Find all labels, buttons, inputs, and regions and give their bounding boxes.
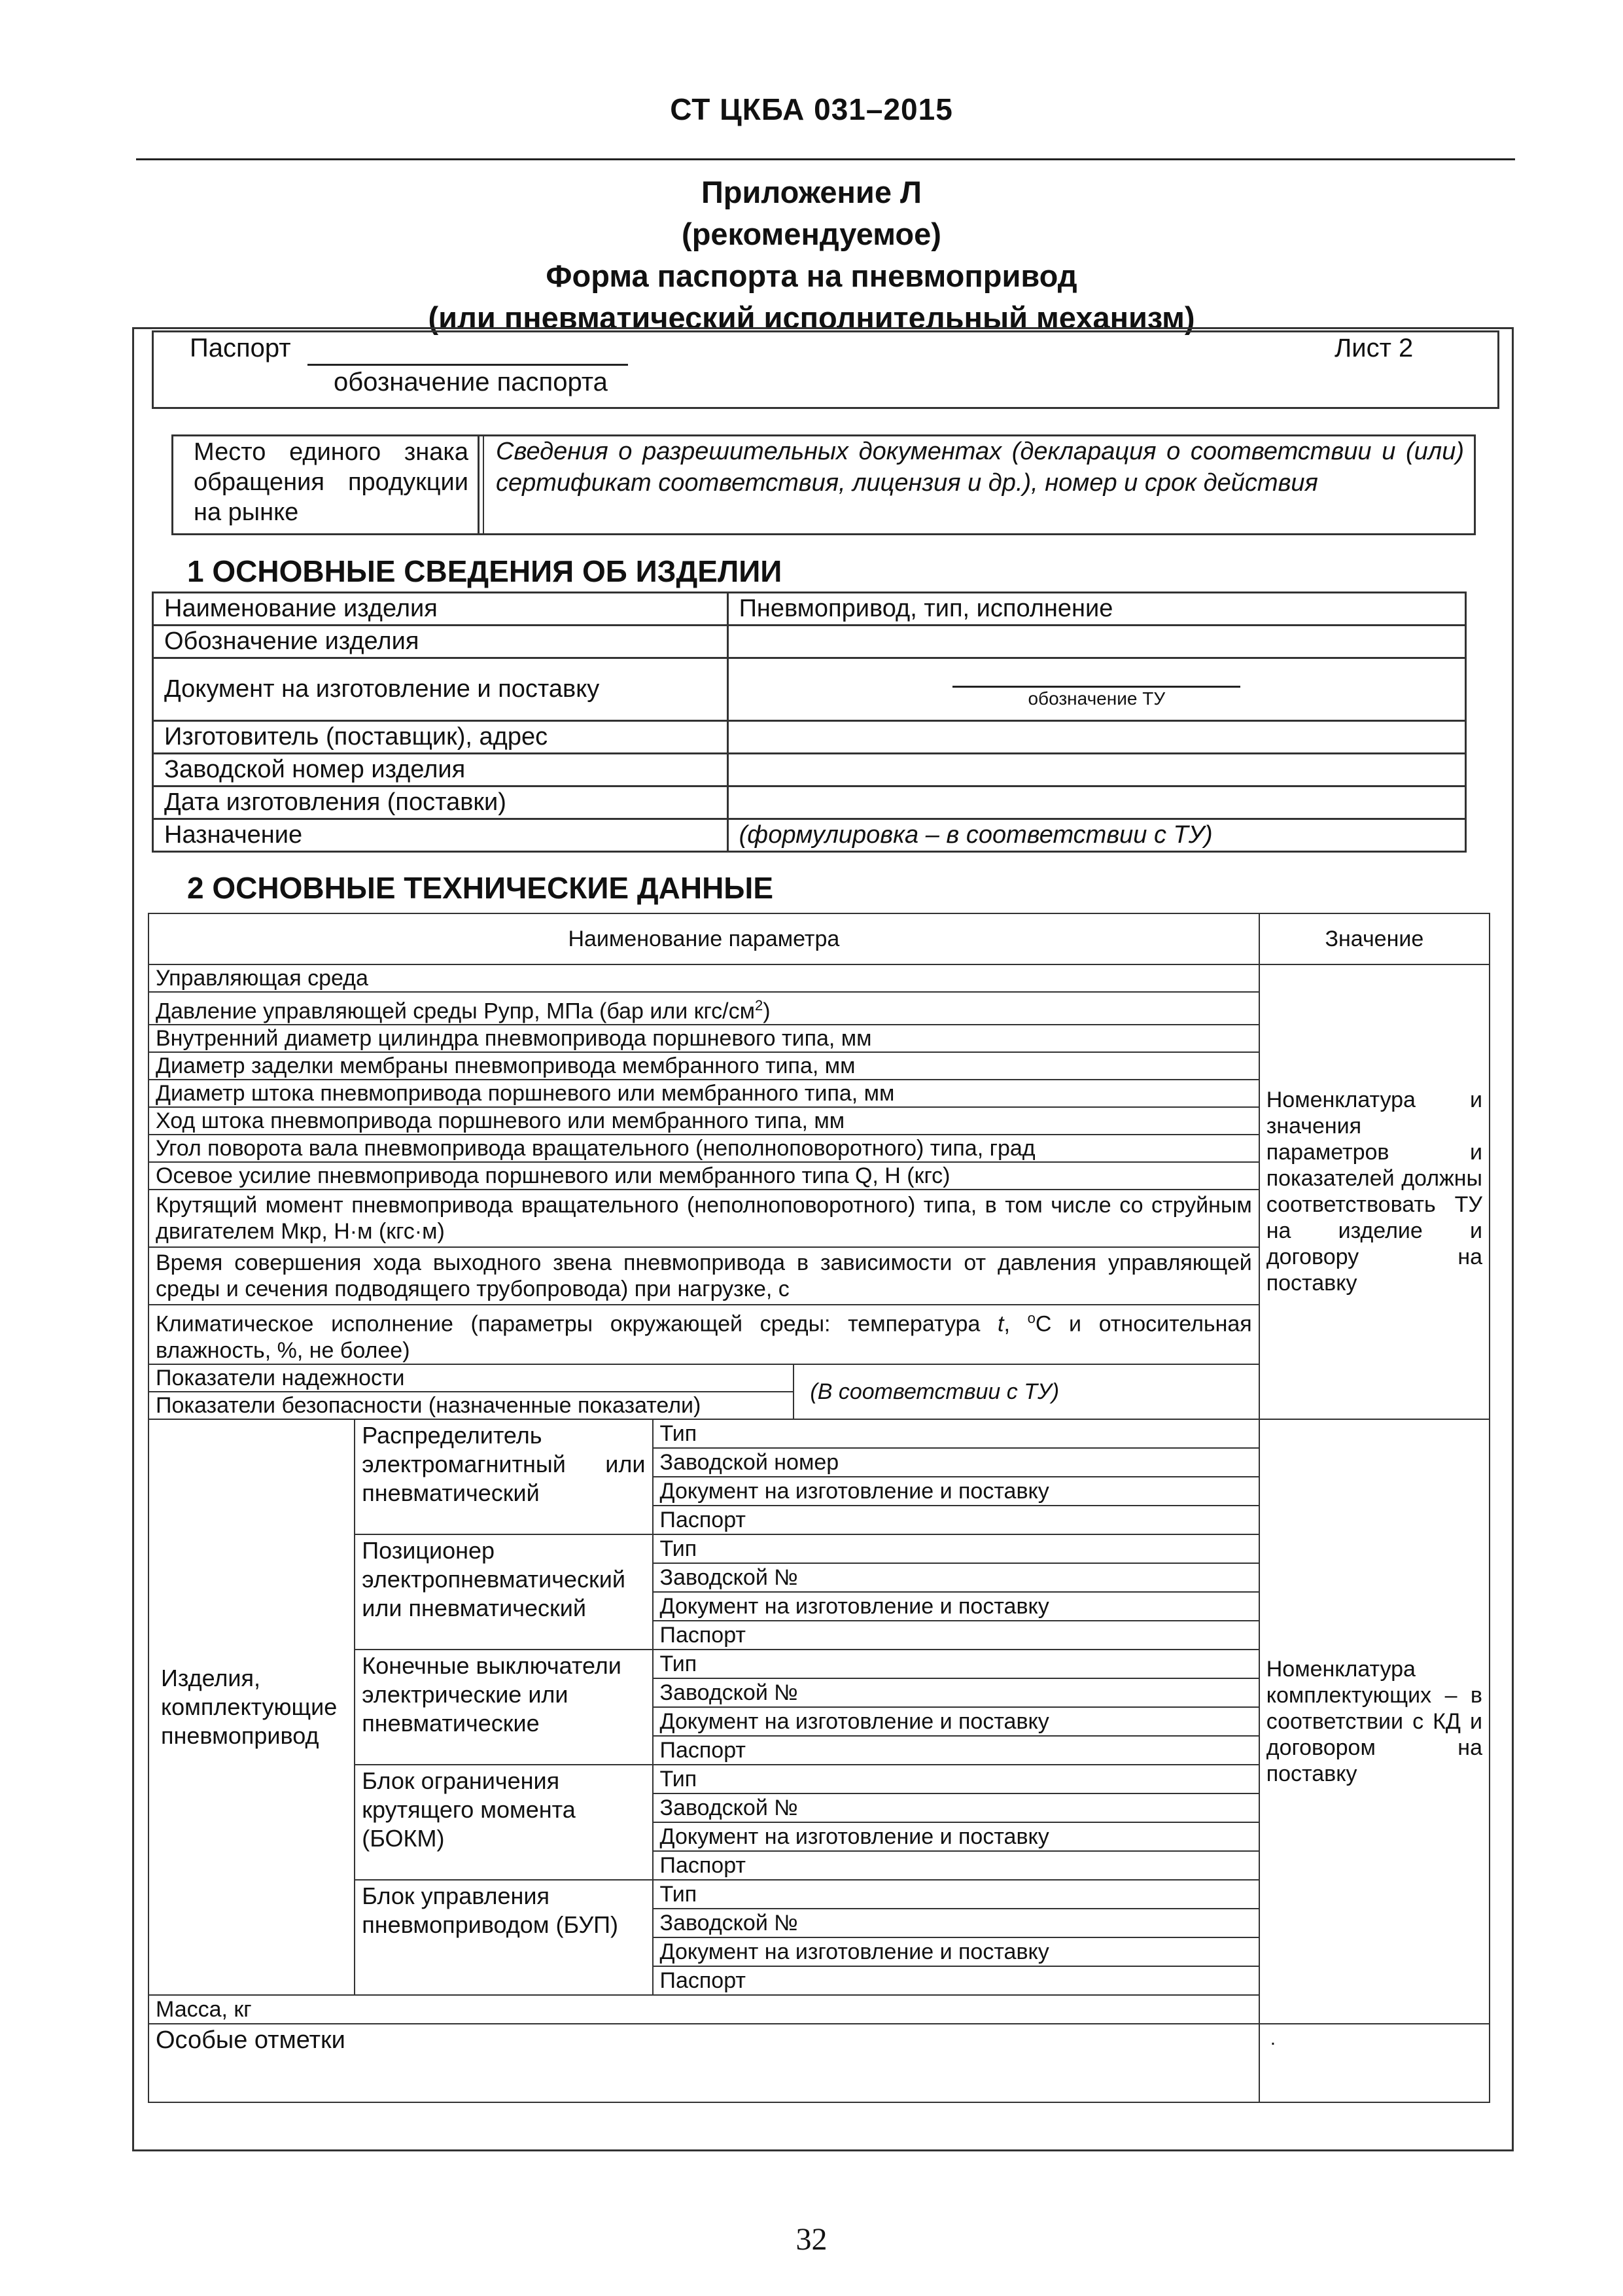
appendix-title-line2: (рекомендуемое)	[682, 217, 941, 251]
tu-caption: обозначение ТУ	[1028, 688, 1166, 709]
row-label: Документ на изготовление и поставку	[153, 658, 728, 721]
section2-title: 2 ОСНОВНЫЕ ТЕХНИЧЕСКИЕ ДАННЫЕ	[187, 871, 774, 905]
component-item: Заводской №	[653, 1909, 1259, 1937]
passport-label: Паспорт	[190, 334, 291, 362]
row-label: Заводской номер изделия	[153, 754, 728, 786]
table-row	[153, 786, 1466, 819]
header-rule	[136, 158, 1515, 160]
row-label: Обозначение изделия	[153, 626, 728, 658]
component-group-name: Блок управления пневмоприводом (БУП)	[355, 1880, 652, 1995]
row-label: Дата изготовления (поставки)	[153, 786, 728, 819]
component-group-name: Распределитель электромагнитный или пневматический	[355, 1419, 652, 1534]
param-pressure-sup: 2	[755, 997, 763, 1014]
param-cell: Крутящий момент пневмопривода вращательного (неполноповоротного) типа, в том числе со струйным двигателем Мкр, Н·м (кгс·м)	[148, 1190, 1259, 1247]
appendix-title-line1: Приложение Л	[701, 175, 922, 209]
according-tu-cell: (В соответствии с ТУ)	[794, 1364, 1259, 1419]
appendix-title-line4: (или пневматический исполнительный механизм)	[428, 300, 1195, 335]
component-item: Паспорт	[653, 1966, 1259, 1995]
param-pressure-text: Давление управляющей среды Рупр, МПа (бар или кгс/см	[156, 998, 755, 1024]
component-item: Документ на изготовление и поставку	[653, 1707, 1259, 1736]
row-value	[727, 721, 1465, 754]
component-group-name: Блок ограничения крутящего момента (БОКМ)	[355, 1765, 652, 1880]
market-mark-label: Место единого знака обращения продукции на рынке	[194, 438, 468, 526]
component-group-name: Конечные выключатели электрические или пневматические	[355, 1650, 652, 1765]
row-value: Пневмопривод, тип, исполнение	[727, 593, 1465, 626]
standard-code: СТ ЦКБА 031–2015	[670, 92, 953, 126]
param-cell: Управляющая среда	[148, 964, 1259, 992]
component-item: Тип	[653, 1650, 1259, 1678]
component-item: Заводской №	[653, 1563, 1259, 1592]
permits-info: Сведения о разрешительных документах (декларация о соответствии и (или) сертификат соответствия, лицензия и др.), номер и срок действия	[496, 438, 1464, 497]
component-item: Документ на изготовление и поставку	[653, 1822, 1259, 1851]
param-cell: Показатели надежности	[148, 1364, 794, 1392]
param-cell: Внутренний диаметр цилиндра пневмопривода поршневого типа, мм	[148, 1025, 1259, 1052]
component-group-name: Позиционер электропневматический или пневматический	[355, 1534, 652, 1650]
passport-designation-caption: обозначение паспорта	[334, 368, 608, 397]
table-row	[153, 593, 1466, 626]
row-value: (формулировка – в соответствии с ТУ)	[727, 819, 1465, 852]
col-header-value: Значение	[1259, 913, 1490, 964]
component-item: Документ на изготовление и поставку	[653, 1592, 1259, 1621]
component-item: Паспорт	[653, 1621, 1259, 1650]
component-item: Тип	[653, 1419, 1259, 1448]
table-header-row	[148, 913, 1490, 964]
param-pressure-tail: )	[763, 998, 771, 1024]
component-item: Документ на изготовление и поставку	[653, 1477, 1259, 1506]
table-row	[153, 658, 1466, 721]
param-climate-t: t	[998, 1311, 1004, 1337]
components-label-cell: Изделия, комплектующие пневмопривод	[148, 1419, 355, 1995]
remarks-value-cell	[1259, 2024, 1490, 2102]
table-row	[153, 819, 1466, 852]
row-label: Наименование изделия	[153, 593, 728, 626]
param-cell: Время совершения хода выходного звена пневмопривода в зависимости от давления управляющей среды и сечения подводящего трубопровода) при нагрузке, с	[148, 1247, 1259, 1305]
param-cell	[148, 992, 1259, 1025]
component-item: Тип	[653, 1880, 1259, 1909]
param-cell: Диаметр штока пневмопривода поршневого или мембранного типа, мм	[148, 1080, 1259, 1107]
param-climate-tail: С и относительная влажность, %, не более)	[156, 1311, 1252, 1363]
component-item: Документ на изготовление и поставку	[653, 1937, 1259, 1966]
table-row	[153, 754, 1466, 786]
sheet-number: Лист 2	[1335, 334, 1414, 362]
row-value	[727, 754, 1465, 786]
row-label: Изготовитель (поставщик), адрес	[153, 721, 728, 754]
appendix-title	[0, 171, 1623, 339]
param-cell: Ход штока пневмопривода поршневого или мембранного типа, мм	[148, 1107, 1259, 1135]
row-value	[727, 786, 1465, 819]
component-item: Паспорт	[653, 1851, 1259, 1880]
components-note-cell	[1259, 1419, 1490, 2024]
value-note-text: Номенклатура и значения параметров и показателей должны соответствовать ТУ на изделие и договору на поставку	[1266, 1087, 1482, 1296]
table-row	[148, 2024, 1490, 2102]
market-mark-divider-inner	[483, 434, 484, 535]
param-cell: Угол поворота вала пневмопривода вращательного (неполноповоротного) типа, град	[148, 1135, 1259, 1162]
component-item: Тип	[653, 1534, 1259, 1563]
component-item: Тип	[653, 1765, 1259, 1793]
value-note-cell	[1259, 964, 1490, 1419]
component-item: Паспорт	[653, 1506, 1259, 1534]
param-cell: Показатели безопасности (назначенные показатели)	[148, 1392, 794, 1419]
table-row	[148, 1419, 1490, 1448]
tech-data-table	[148, 913, 1490, 2103]
page-number: 32	[795, 2222, 828, 2257]
table-row	[153, 721, 1466, 754]
component-item: Паспорт	[653, 1736, 1259, 1765]
tu-designation-cell	[727, 658, 1465, 721]
component-item: Заводской №	[653, 1793, 1259, 1822]
param-climate-text: Климатическое исполнение (параметры окружающей среды: температура	[156, 1311, 998, 1337]
appendix-title-line3: Форма паспорта на пневмопривод	[546, 258, 1077, 293]
components-note-text: Номенклатура комплектующих – в соответствии с КД и договором на поставку	[1266, 1656, 1482, 1786]
param-cell: Климатическое исполнение (параметры окружающей среды: температура t, $^о$С и относительная влажность, %, не более)	[148, 1305, 1259, 1364]
param-climate-deg: о	[1027, 1310, 1036, 1327]
mass-cell: Масса, кг	[148, 1995, 1259, 2024]
col-header-param: Наименование параметра	[148, 913, 1259, 964]
component-item: Заводской номер	[653, 1448, 1259, 1477]
param-cell: Диаметр заделки мембраны пневмопривода мембранного типа, мм	[148, 1052, 1259, 1080]
row-value	[727, 626, 1465, 658]
passport-number-line	[307, 364, 628, 366]
table-row	[148, 964, 1490, 992]
table-row	[153, 626, 1466, 658]
component-item: Заводской №	[653, 1678, 1259, 1707]
row-label: Назначение	[153, 819, 728, 852]
section1-title: 1 ОСНОВНЫЕ СВЕДЕНИЯ ОБ ИЗДЕЛИИ	[187, 554, 782, 588]
market-mark-divider	[478, 434, 480, 535]
product-info-table	[152, 592, 1467, 853]
remarks-dot: .	[1270, 2027, 1276, 2049]
remarks-cell: Особые отметки	[148, 2024, 1259, 2102]
param-cell: Осевое усилие пневмопривода поршневого или мембранного типа Q, Н (кгс)	[148, 1162, 1259, 1190]
